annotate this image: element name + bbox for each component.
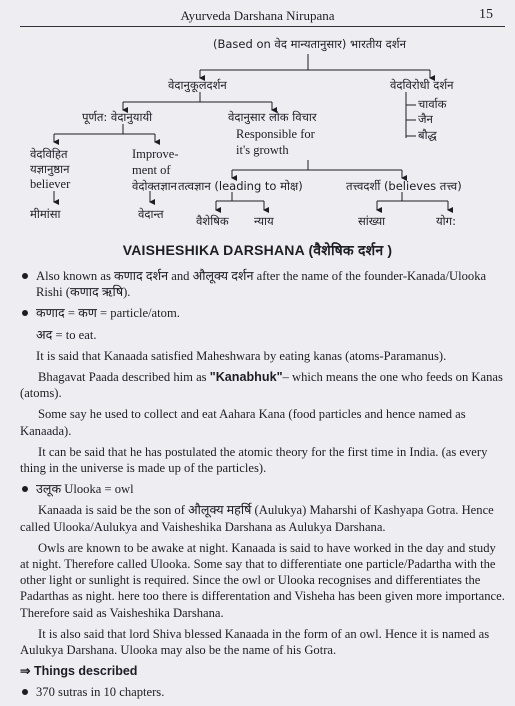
body-text xyxy=(20,268,505,706)
para-aahara-kana: Some say he used to collect and eat Aahara Kana (food particles and hence named as Kanaada). xyxy=(20,407,466,438)
node-responsible-1: Responsible for xyxy=(236,127,315,141)
line-ad: अद = to eat. xyxy=(36,327,97,342)
node-sankhya: सांख्या xyxy=(358,214,386,228)
classification-tree xyxy=(0,30,515,235)
bullet-ulooka: उलूक Ulooka = owl xyxy=(20,481,505,497)
node-vedavirodhi: वेदविरोधी दर्शन xyxy=(390,78,454,92)
node-bauddha: बौद्ध xyxy=(418,128,437,142)
bullet-sutras: 370 sutras in 10 chapters. xyxy=(20,684,505,700)
node-tattvajnana: तत्वज्ञान (leading to मोक्ष) xyxy=(178,179,303,193)
node-vaisheshika: वैशेषिक xyxy=(196,214,229,228)
node-improve-2: ment of xyxy=(132,163,171,177)
para-atomic-theory: It can be said that he has postulated the atomic theory for the first time in India. (as every thing in the universe is made up of the particles). xyxy=(20,444,488,476)
para-kanabhuk xyxy=(20,369,505,401)
node-mimamsa: मीमांसा xyxy=(30,207,61,221)
section-title: VAISHESHIKA DARSHANA (वैशेषिक दर्शन ) xyxy=(122,242,393,258)
para-shiva: It is also said that lord Shiva blessed Kanaada in the form of an owl. Hence it is named as Aulukya Darshana. Ulooka may also be the name of his Gotra. xyxy=(20,626,490,658)
para-kanabhuk-a: Bhagavat Paada described him as xyxy=(38,370,210,385)
node-vedavihita-1: वेदविहित xyxy=(30,147,68,161)
node-improve-3: वेदोक्तज्ञान xyxy=(132,179,177,193)
header-rule xyxy=(20,26,505,27)
node-vedanusara: वेदानुसार लोक विचार xyxy=(228,110,317,124)
node-nyaya: न्याय xyxy=(254,214,274,228)
page-header xyxy=(0,5,515,25)
node-tattvadarshi: तत्त्वदर्शी (believes तत्त्व) xyxy=(346,179,462,193)
para-kanabhuk-c: – which means the one who feeds on Kanas (atoms). xyxy=(20,370,503,401)
page-number: 15 xyxy=(479,7,493,22)
node-vedanta: वेदान्त xyxy=(138,207,164,221)
node-improve-1: Improve- xyxy=(132,147,179,161)
para-maheshwara: It is said that Kanaada satisfied Maheshwara by eating kanas (atoms-Paramanus). xyxy=(36,348,447,363)
node-responsible-2: it's growth xyxy=(236,143,289,157)
para-owls: Owls are known to be awake at night. Kanaada is said to have worked in the day and study at night. Therefore called Ulooka. Some say that to differentiate one particle/Padartha with the other light or sunlight is required. Since the owl or Ulooka recognises and differentiates the Padarthas as night. here too there is differentation and Visheha has been given more importance. Therefore said as Vaisheshika Darshana. xyxy=(20,540,505,620)
running-title: Ayurveda Darshana Nirupana xyxy=(180,8,335,23)
para-aulukya: Kanaada is said be the son of औलूक्य महर्षि (Aulukya) Maharshi of Kashyapa Gotra. Hence called Ulooka/Aulukya and Vaisheshika Darshana as Aulukya Darshana. xyxy=(20,503,494,534)
node-purnata: पूर्णत: वेदानुयायी xyxy=(82,110,153,124)
kanabhuk-term: "Kanabhuk" xyxy=(209,370,283,385)
things-described-heading: ⇒ Things described xyxy=(20,664,138,679)
node-yoga: योग: xyxy=(436,214,456,228)
node-charvaka: चार्वाक xyxy=(418,97,447,111)
node-vedavihita-2: यज्ञानुष्ठान xyxy=(30,162,70,176)
bullet-kanada: कणाद = कण = particle/atom. xyxy=(20,305,505,321)
node-root: (Based on वेद मान्यतानुसार) भारतीय दर्शन xyxy=(213,37,406,51)
node-vedavihita-3: believer xyxy=(30,177,71,191)
node-jain: जैन xyxy=(418,112,433,126)
bullet-also-known: Also known as कणाद दर्शन and औलूक्य दर्शन after the name of the founder-Kanada/Ulooka Rishi (कणाद ऋषि). xyxy=(20,268,505,300)
node-vedanukula: वेदानुकूलदर्शन xyxy=(168,78,227,92)
